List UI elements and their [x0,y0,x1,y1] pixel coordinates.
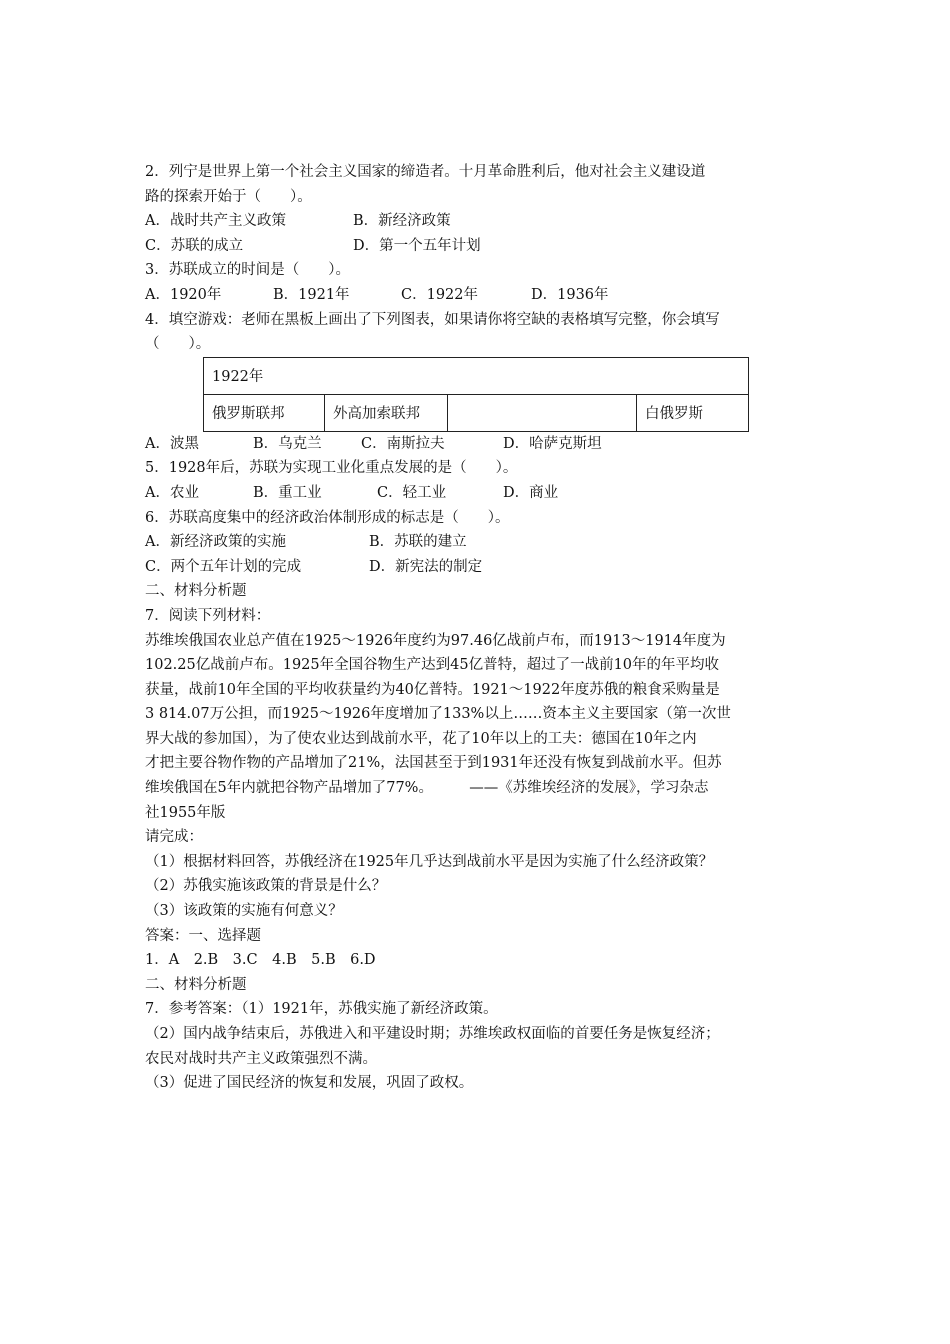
answer-line: （2）国内战争结束后，苏俄进入和平建设时期；苏维埃政权面临的首要任务是恢复经济； [145,1026,720,1042]
material-line: 社1955年版 [145,804,226,821]
q6-stem: 6．苏联高度集中的经济政治体制形成的标志是（ ）。 [145,509,510,526]
q4-option-b: B．乌克兰 [253,435,322,452]
q7-prompt: 请完成： [145,829,203,846]
material-line: 才把主要谷物作物的产品增加了21%，法国甚至于到1931年还没有恢复到战前水平。但苏 [145,755,722,772]
q4-option-a: A．波黑 [145,435,199,452]
answers-section-heading: 二、材料分析题 [145,976,247,993]
q2-option-a: A．战时共产主义政策 [145,213,286,230]
section-heading-material: 二、材料分析题 [145,583,247,600]
q7-subquestion: （3）该政策的实施有何意义？ [145,903,343,920]
table-cell-blank [448,394,637,431]
q5-stem: 5．1928年后，苏联为实现工业化重点发展的是（ ）。 [145,460,518,477]
q4-stem-line-2: （ ）。 [145,336,211,353]
q7-subquestion: （2）苏俄实施该政策的背景是什么？ [145,878,387,895]
document-page [145,160,809,1096]
answer-line: （3）促进了国民经济的恢复和发展，巩固了政权。 [145,1075,474,1092]
fill-in-table [203,357,749,432]
q6-option-d: D．新宪法的制定 [369,558,483,575]
q4-stem-line-1: 4．填空游戏：老师在黑板上画出了下列图表，如果请你将空缺的表格填写完整，你会填写 [145,311,720,328]
table-cell-russia: 俄罗斯联邦 [204,394,325,431]
q2-option-b: B．新经济政策 [353,213,451,230]
material-line: 102.25亿战前卢布。1925年全国谷物生产达到45亿普特，超过了一战前10年的年平均收 [145,657,720,674]
table-header-cell: 1922年 [204,357,749,394]
q4-options [145,432,809,457]
material-line: 获量，战前10年全国的平均收获量约为40亿普特。1921～1922年度苏俄的粮食采购量是 [145,681,720,698]
q2-options-row-2 [145,234,809,259]
q5-option-d: D．商业 [503,484,559,501]
q2-stem-line-2: 路的探索开始于（ ）。 [145,188,312,205]
q2-options-row-1 [145,209,809,234]
q4-option-d: D．哈萨克斯坦 [503,435,602,452]
q2-option-c: C．苏联的成立 [145,237,244,254]
q7-stem: 7．阅读下列材料： [145,607,271,624]
table-cell-transcaucasia: 外高加索联邦 [325,394,448,431]
q5-option-b: B．重工业 [253,484,322,501]
q6-options-row-1 [145,530,809,555]
q3-option-a: A．1920年 [145,286,222,303]
answer-line: 7．参考答案：（1）1921年，苏俄实施了新经济政策。 [145,1001,498,1018]
q5-options [145,481,809,506]
q6-option-c: C．两个五年计划的完成 [145,558,302,575]
q4-option-c: C．南斯拉夫 [361,435,445,452]
q2-stem-line-1: 2．列宁是世界上第一个社会主义国家的缔造者。十月革命胜利后，他对社会主义建设道 [145,164,706,180]
material-line: 界大战的参加国），为了使农业达到战前水平，花了10年以上的工夫：德国在10年之内 [145,730,697,747]
q6-option-a: A．新经济政策的实施 [145,534,286,551]
q5-option-c: C．轻工业 [377,484,447,501]
q3-stem: 3．苏联成立的时间是（ ）。 [145,262,350,279]
material-line: 维埃俄国在5年内就把谷物产品增加了77%。 ——《苏维埃经济的发展》，学习杂志 [145,780,709,797]
q3-options [145,283,809,308]
material-line: 3 814.07万公担，而1925～1926年度增加了133%以上……资本主义主要国家（第一次世 [145,706,731,723]
q6-options-row-2 [145,555,809,580]
q5-option-a: A．农业 [145,484,199,501]
q6-option-b: B．苏联的建立 [369,534,467,551]
q3-option-b: B．1921年 [273,286,350,303]
answers-title: 答案：一、选择题 [145,927,261,944]
q3-option-d: D．1936年 [531,286,609,303]
q3-option-c: C．1922年 [401,286,478,303]
q2-option-d: D．第一个五年计划 [353,237,481,254]
answers-choice: 1．A 2.B 3.C 4.B 5.B 6.D [145,952,376,969]
table-cell-belarus: 白俄罗斯 [637,394,749,431]
q7-subquestion: （1）根据材料回答，苏俄经济在1925年几乎达到战前水平是因为实施了什么经济政策？ [145,853,714,870]
answer-line: 农民对战时共产主义政策强烈不满。 [145,1050,377,1067]
material-line: 苏维埃俄国农业总产值在1925～1926年度约为97.46亿战前卢布，而1913～1914年度为 [145,632,726,649]
